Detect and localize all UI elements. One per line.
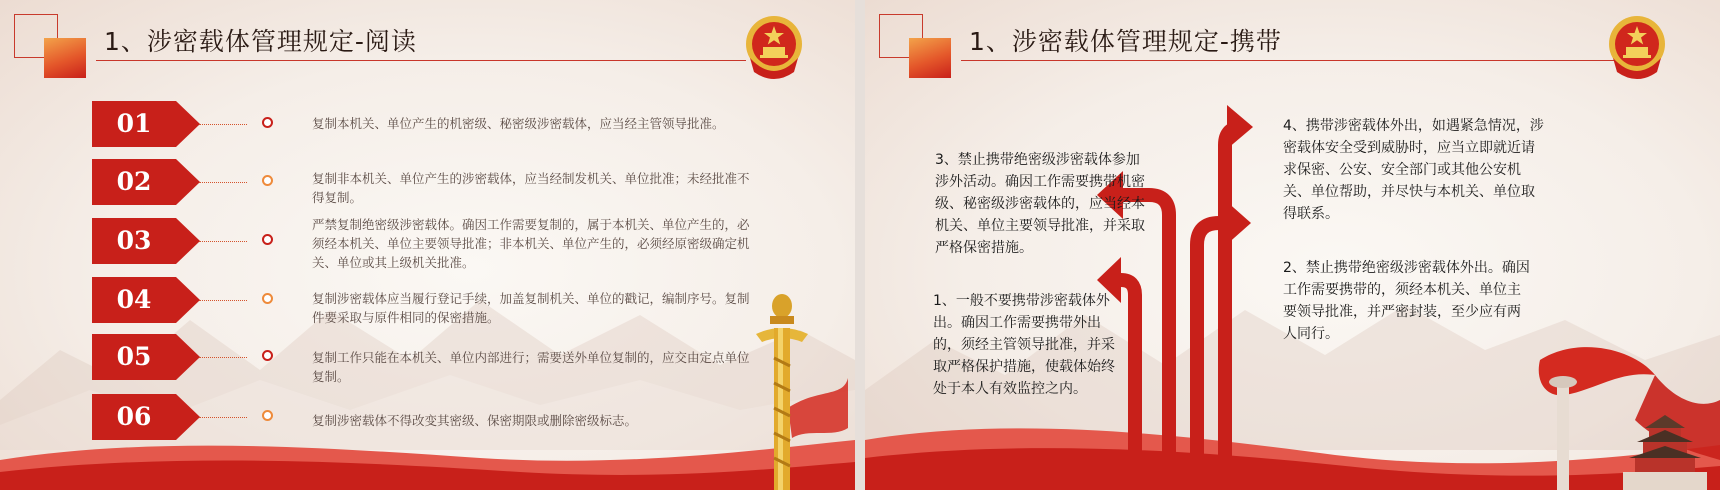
dotted-connector [199, 357, 247, 358]
header-square-gradient [44, 38, 86, 78]
list-item [92, 394, 732, 442]
item-number: 04 [116, 285, 152, 314]
timeline-node [262, 350, 273, 361]
item-number: 03 [116, 226, 152, 255]
national-emblem-icon [1605, 14, 1669, 82]
slide-carrying [865, 0, 1720, 490]
list-item [92, 277, 750, 325]
rule-point-4: 4、携带涉密载体外出，如遇紧急情况，涉密载体安全受到威胁时，应当立即就近请求保密、公安、安全部门或其他公安机关、单位帮助，并尽快与本机关、单位取得联系。 [1283, 118, 1544, 222]
timeline-node [262, 234, 273, 245]
item-text: 严禁复制绝密级涉密载体。确因工作需要复制的，属于本机关、单位产生的，必须经本机关、单位主要领导批准；非本机关、单位产生的，必须经原密级确定机关、单位或其上级机关批准。 [312, 217, 750, 270]
list-item [92, 334, 750, 384]
item-text: 复制非本机关、单位产生的涉密载体，应当经制发机关、单位批准；未经批准不得复制。 [312, 171, 750, 205]
rule-point-2: 2、禁止携带绝密级涉密载体外出。确因工作需要携带的，须经本机关、单位主要领导批准，并严密封装，至少应有两人同行。 [1283, 260, 1530, 342]
item-text: 复制工作只能在本机关、单位内部进行；需要送外单位复制的，应交由定点单位复制。 [312, 350, 750, 384]
header-underline [961, 60, 1651, 61]
page-title: 1、涉密载体管理规定-携带 [969, 27, 1282, 56]
item-number: 05 [116, 342, 152, 371]
timeline-node [262, 117, 273, 128]
list-item [92, 217, 750, 270]
huabiao-column-icon [748, 288, 848, 490]
national-emblem-icon [742, 14, 806, 82]
header-square-gradient [909, 38, 951, 78]
item-number: 01 [116, 109, 152, 138]
slide-divider [855, 0, 865, 490]
list-item [92, 159, 750, 207]
dotted-connector [199, 182, 247, 183]
dotted-connector [199, 241, 247, 242]
list-item [92, 101, 732, 149]
timeline-node [262, 410, 273, 421]
temple-of-heaven-icon [1485, 340, 1720, 490]
rule-point-1: 1、一般不要携带涉密载体外出。确因工作需要携带外出的，须经主管领导批准，并采取严格保护措施，使载体始终处于本人有效监控之内。 [933, 293, 1115, 397]
page-title: 1、涉密载体管理规定-阅读 [104, 27, 417, 56]
item-number: 06 [116, 402, 152, 431]
dotted-connector [199, 124, 247, 125]
item-text: 复制本机关、单位产生的机密级、秘密级涉密载体，应当经主管领导批准。 [312, 116, 725, 131]
timeline-node [262, 293, 273, 304]
header-underline [96, 60, 746, 61]
rule-point-3: 3、禁止携带绝密级涉密载体参加涉外活动。确因工作需要携带机密级、秘密级涉密载体的，应当经本机关、单位主要领导批准，并采取严格保密措施。 [935, 152, 1145, 256]
item-number: 02 [116, 167, 152, 196]
item-text: 复制涉密载体应当履行登记手续，加盖复制机关、单位的戳记，编制序号。复制件要采取与原件相同的保密措施。 [312, 291, 750, 325]
dotted-connector [199, 300, 247, 301]
item-text: 复制涉密载体不得改变其密级、保密期限或删除密级标志。 [312, 413, 638, 428]
slide-reading [0, 0, 855, 490]
dotted-connector [199, 417, 247, 418]
timeline-node [262, 175, 273, 186]
